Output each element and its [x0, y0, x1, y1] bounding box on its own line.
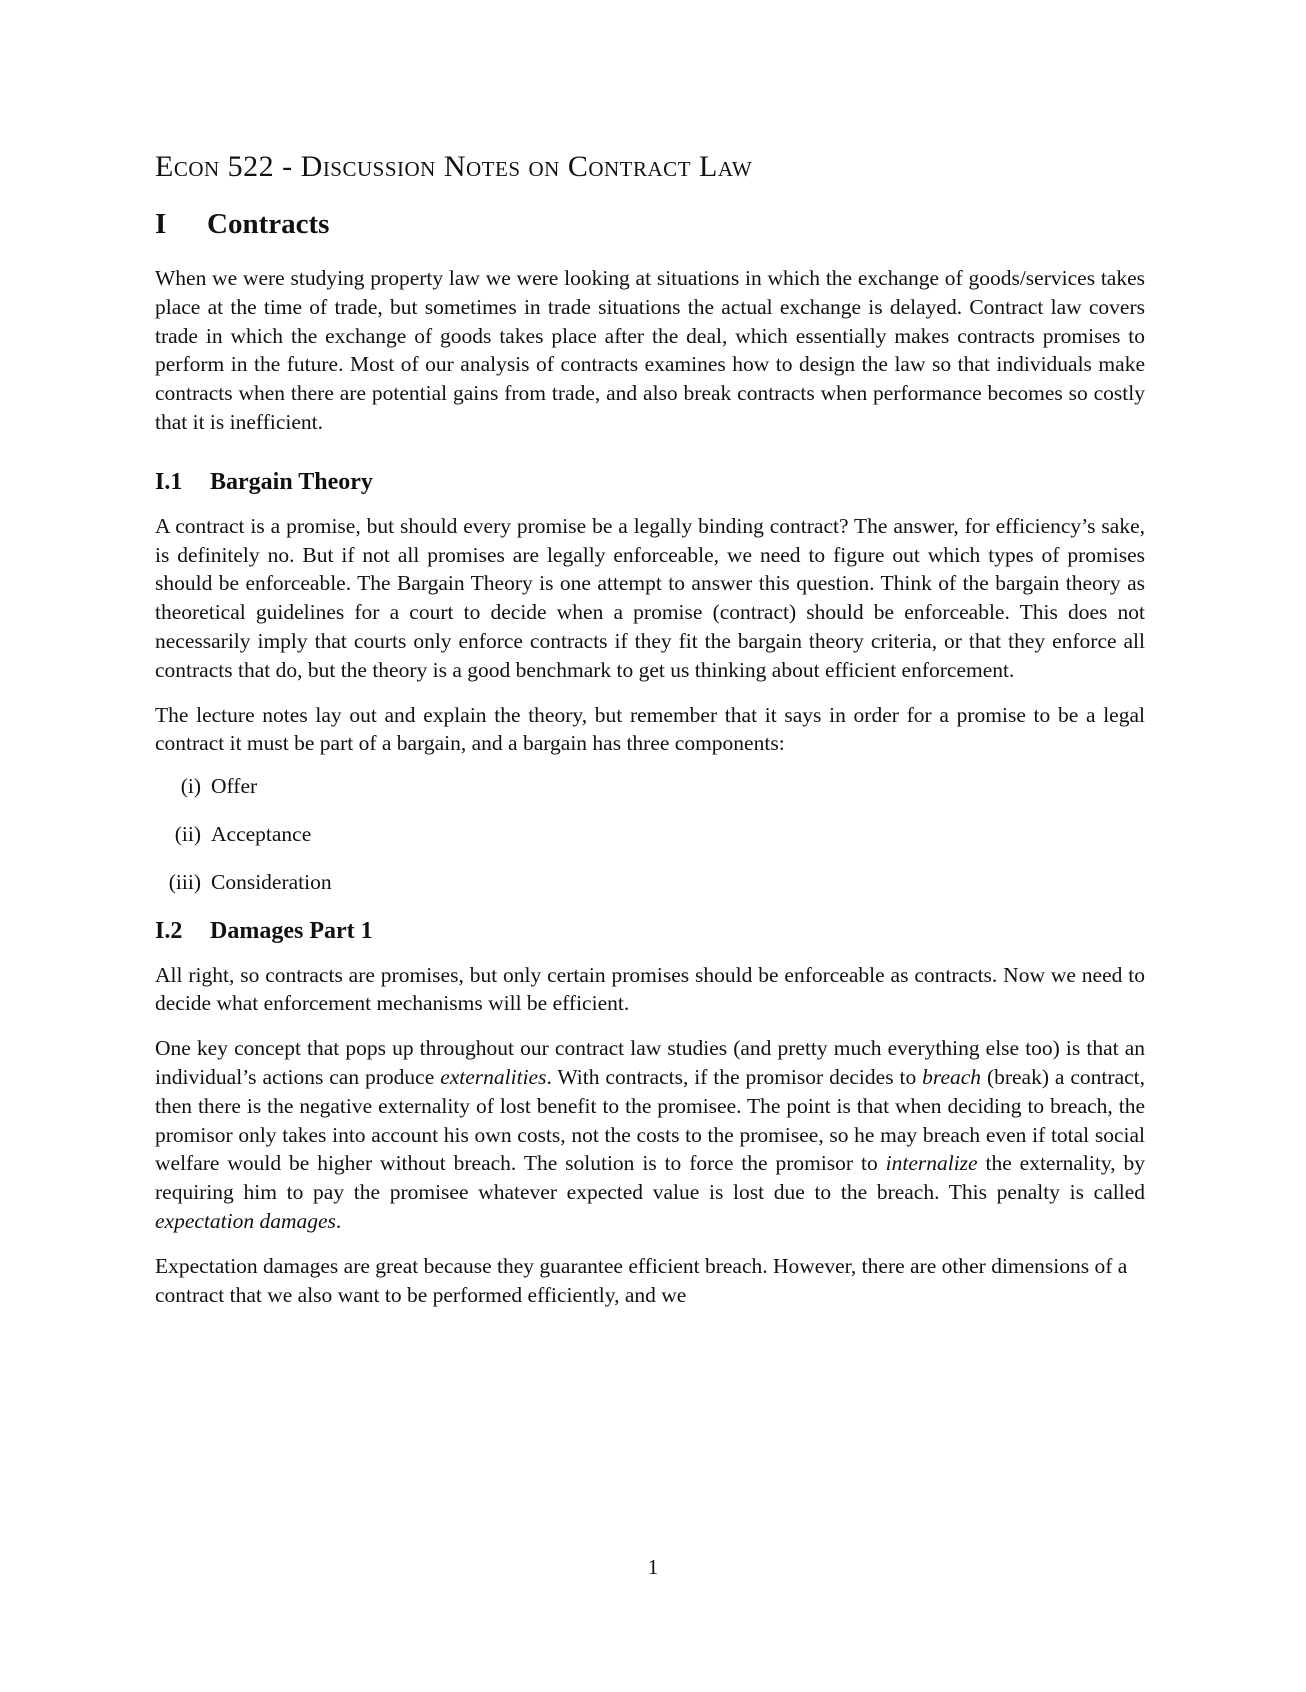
- text-run: the externality, by requiring him to pay the promisee whatever expected value is lost due to the breach. This penalty is called: [155, 1151, 1145, 1205]
- list-item: [155, 868, 1145, 897]
- list-marker: (iii): [168, 869, 201, 894]
- damages-paragraph-2: [155, 1034, 1145, 1236]
- subsection-heading-damages: [155, 916, 1145, 946]
- bargain-paragraph-2: The lecture notes lay out and explain the theory, but remember that it says in order for a promise to be a legal contract it must be part of a bargain, and a bargain has three components:: [155, 702, 1145, 756]
- section-intro-paragraph: When we were studying property law we were looking at situations in which the exchange of goods/services takes place at the time of trade, but sometimes in trade situations the actual exchange is delayed. Contract law covers trade in which the exchange of goods takes place after the deal, which essentially makes contracts promises to perform in the future. Most of our analysis of contracts examines how to design the law so that individuals make contracts when there are potential gains from trade, and also break contracts when performance becomes so costly that it is inefficient.: [155, 266, 1145, 434]
- document-page: [155, 140, 1145, 1309]
- emphasis-externalities: externalities: [440, 1064, 547, 1089]
- document-title: Econ 522 - Discussion Notes on Contract Law: [155, 150, 753, 183]
- damages-paragraph-1: All right, so contracts are promises, but only certain promises should be enforceable as contracts. Now we need to decide what enforcement mechanisms will be efficient.: [155, 962, 1145, 1016]
- bargain-components-list: [155, 772, 1145, 896]
- text-run: One key concept that pops up throughout our contract law studies (and pretty much everything else too) is that an individual’s actions can produce: [155, 1036, 1145, 1089]
- damages-paragraph-3: Expectation damages are great because they guarantee efficient breach. However, there are other dimensions of a contract that we also want to be performed efficiently, and we: [155, 1253, 1128, 1307]
- text-run: . With contracts, if the promisor decides to: [546, 1064, 923, 1089]
- list-item-text: Offer: [211, 774, 258, 799]
- page-number: 1: [647, 1555, 659, 1579]
- list-item: [155, 820, 1145, 849]
- emphasis-internalize: internalize: [885, 1151, 978, 1176]
- subsection-number: I.1: [155, 468, 183, 495]
- subsection-number: I.2: [155, 917, 183, 944]
- subsection-heading-bargain-theory: [155, 467, 1145, 497]
- subsection-title: Bargain Theory: [210, 468, 373, 495]
- text-run: .: [335, 1208, 342, 1233]
- list-item-text: Consideration: [211, 869, 332, 894]
- bargain-paragraph-1: A contract is a promise, but should every promise be a legally binding contract? The answer, for efficiency’s sake, is definitely no. But if not all promises are legally enforceable, we need to figure out which types of promises should be enforceable. The Bargain Theory is one attempt to answer this question. Think of the bargain theory as theoretical guidelines for a court to decide when a promise (contract) should be enforceable. This does not necessarily imply that courts only enforce contracts if they fit the bargain theory criteria, or that they enforce all contracts that do, but the theory is a good benchmark to get us thinking about efficient enforcement.: [155, 513, 1145, 682]
- list-marker: (ii): [174, 821, 201, 846]
- list-marker: (i): [180, 774, 201, 799]
- emphasis-expectation-damages: expectation damages: [155, 1208, 336, 1233]
- section-number: I: [155, 208, 167, 240]
- section-heading: [155, 206, 1145, 242]
- emphasis-breach: breach: [922, 1064, 982, 1089]
- list-item: [155, 772, 1145, 801]
- subsection-title: Damages Part 1: [210, 917, 373, 944]
- text-run: (break) a contract, then there is the negative externality of lost benefit to the promisee. The point is that when deciding to breach, the promisor only takes into account his own costs, not the costs to the promisee, so he may breach even if total social welfare would be higher without breach. The solution is to force the promisor to: [155, 1064, 1145, 1176]
- section-title: Contracts: [207, 208, 330, 240]
- list-item-text: Acceptance: [211, 821, 312, 846]
